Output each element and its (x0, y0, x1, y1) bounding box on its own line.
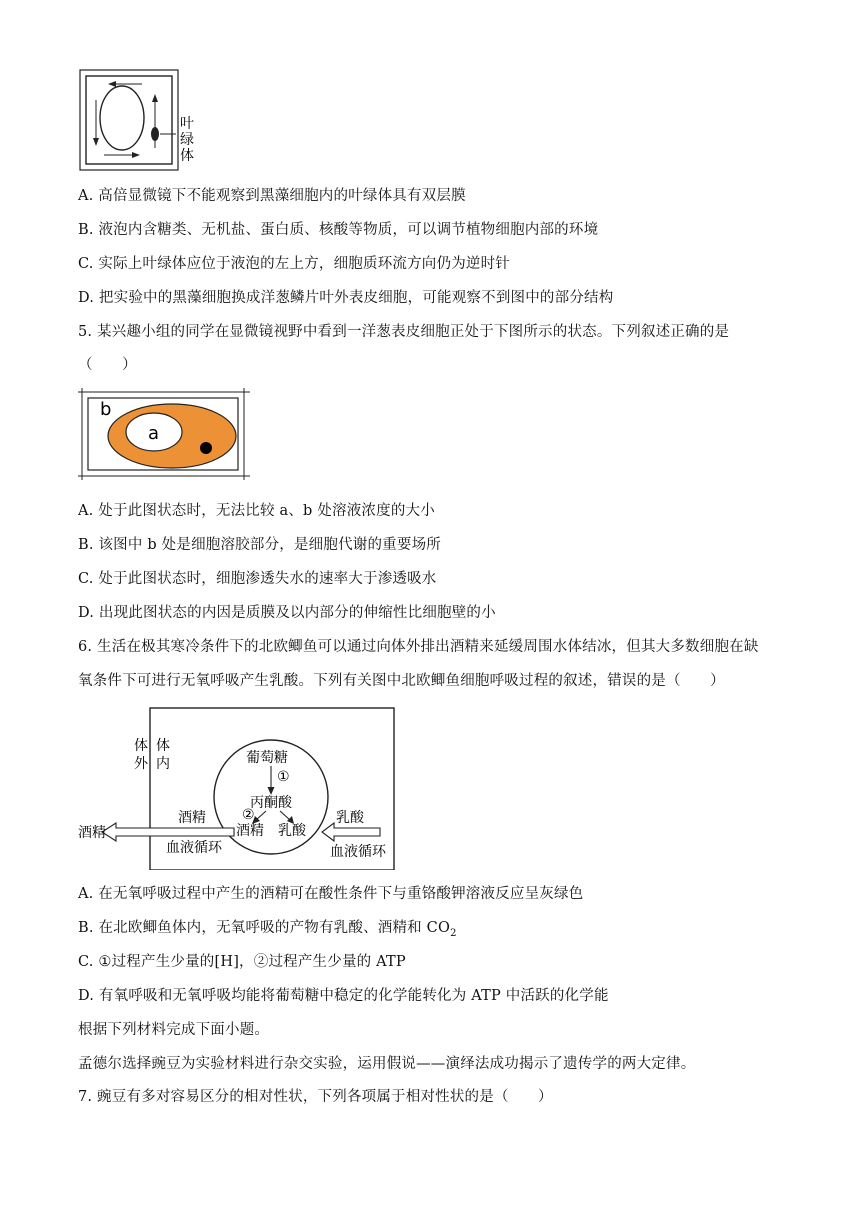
nucleus (200, 442, 212, 454)
chloroplast-label-1: 叶 (180, 116, 194, 132)
q6-option-b-text: B. 在北欧鲫鱼体内，无氧呼吸的产物有乳酸、酒精和 CO (78, 920, 451, 936)
lactate-cell-label: 乳酸 (278, 823, 306, 839)
q5-option-d: D. 出现此图状态的内因是质膜及以内部分的伸缩性比细胞壁的小 (78, 605, 496, 621)
q4-option-b: B. 液泡内含糖类、无机盐、蛋白质、核酸等物质，可以调节植物细胞内部的环境 (78, 222, 599, 238)
q5-option-a: A. 处于此图状态时，无法比较 a、b 处溶液浓度的大小 (78, 503, 435, 519)
label-b: b (100, 399, 112, 420)
q4-option-d: D. 把实验中的黑藻细胞换成洋葱鳞片叶外表皮细胞，可能观察不到图中的部分结构 (78, 290, 614, 306)
figure-plasmolysis-cell (78, 388, 250, 482)
q6-option-c: C. ①过程产生少量的[H]，②过程产生少量的 ATP (78, 954, 406, 970)
figure-fish-respiration (74, 704, 404, 870)
alcohol-blood-label: 酒精 (178, 810, 206, 826)
q4-option-a: A. 高倍显微镜下不能观察到黑藻细胞内的叶绿体具有双层膜 (78, 188, 466, 204)
alcohol-cell-label: 酒精 (236, 823, 264, 839)
q6-stem-line1: 6. 生活在极其寒冷条件下的北欧鲫鱼可以通过向体外排出酒精来延缓周围水体结冰，但其大多数细胞在缺 (78, 639, 759, 655)
q4-option-c: C. 实际上叶绿体应位于液泡的左上方，细胞质环流方向仍为逆时针 (78, 256, 510, 272)
q7-stem: 7. 豌豆有多对容易区分的相对性状，下列各项属于相对性状的是（ ） (78, 1089, 553, 1105)
q5-option-b: B. 该图中 b 处是细胞溶胶部分，是细胞代谢的重要场所 (78, 537, 441, 553)
q6-option-a: A. 在无氧呼吸过程中产生的酒精可在酸性条件下与重铬酸钾溶液反应呈灰绿色 (78, 886, 584, 902)
step1-marker: ① (277, 769, 290, 785)
co2-subscript: 2 (450, 927, 457, 939)
label-outside-1: 体 (134, 738, 148, 754)
chloroplast-label-2: 绿 (180, 132, 194, 148)
q6-option-d: D. 有氧呼吸和无氧呼吸均能将葡萄糖中稳定的化学能转化为 ATP 中活跃的化学能 (78, 988, 609, 1004)
alcohol-out-arrow (102, 823, 234, 841)
lactate-blood-label: 乳酸 (336, 810, 364, 826)
figure-chloroplast-cell (76, 68, 206, 174)
q5-stem-line2: （ ） (78, 357, 137, 373)
chloroplast (151, 127, 159, 141)
chloroplast-label-3: 体 (180, 148, 194, 164)
q5-option-c: C. 处于此图状态时，细胞渗透失水的速率大于渗透吸水 (78, 571, 437, 587)
label-a: a (148, 423, 160, 444)
pyruvate-label: 丙酮酸 (250, 795, 292, 811)
q6-stem-line2: 氧条件下可进行无氧呼吸产生乳酸。下列有关图中北欧鲫鱼细胞呼吸过程的叙述，错误的是（ ） (78, 673, 725, 689)
alcohol-out-label: 酒精 (78, 825, 106, 841)
step2-marker: ② (242, 807, 255, 823)
q6-option-b (78, 918, 457, 944)
q5-stem-line1: 5. 某兴趣小组的同学在显微镜视野中看到一洋葱表皮细胞正处于下图所示的状态。下列叙述正确的是 (78, 324, 730, 340)
label-outside-2: 外 (134, 756, 148, 772)
material-text: 孟德尔选择豌豆为实验材料进行杂交实验，运用假说——演绎法成功揭示了遗传学的两大定律。 (78, 1056, 696, 1072)
circulation-right-label: 血液循环 (330, 844, 386, 860)
label-inside-1: 体 (156, 738, 170, 754)
glucose-label: 葡萄糖 (246, 750, 288, 766)
label-inside-2: 内 (156, 756, 170, 772)
circulation-left-label: 血液循环 (166, 840, 222, 856)
material-intro: 根据下列材料完成下面小题。 (78, 1022, 270, 1038)
